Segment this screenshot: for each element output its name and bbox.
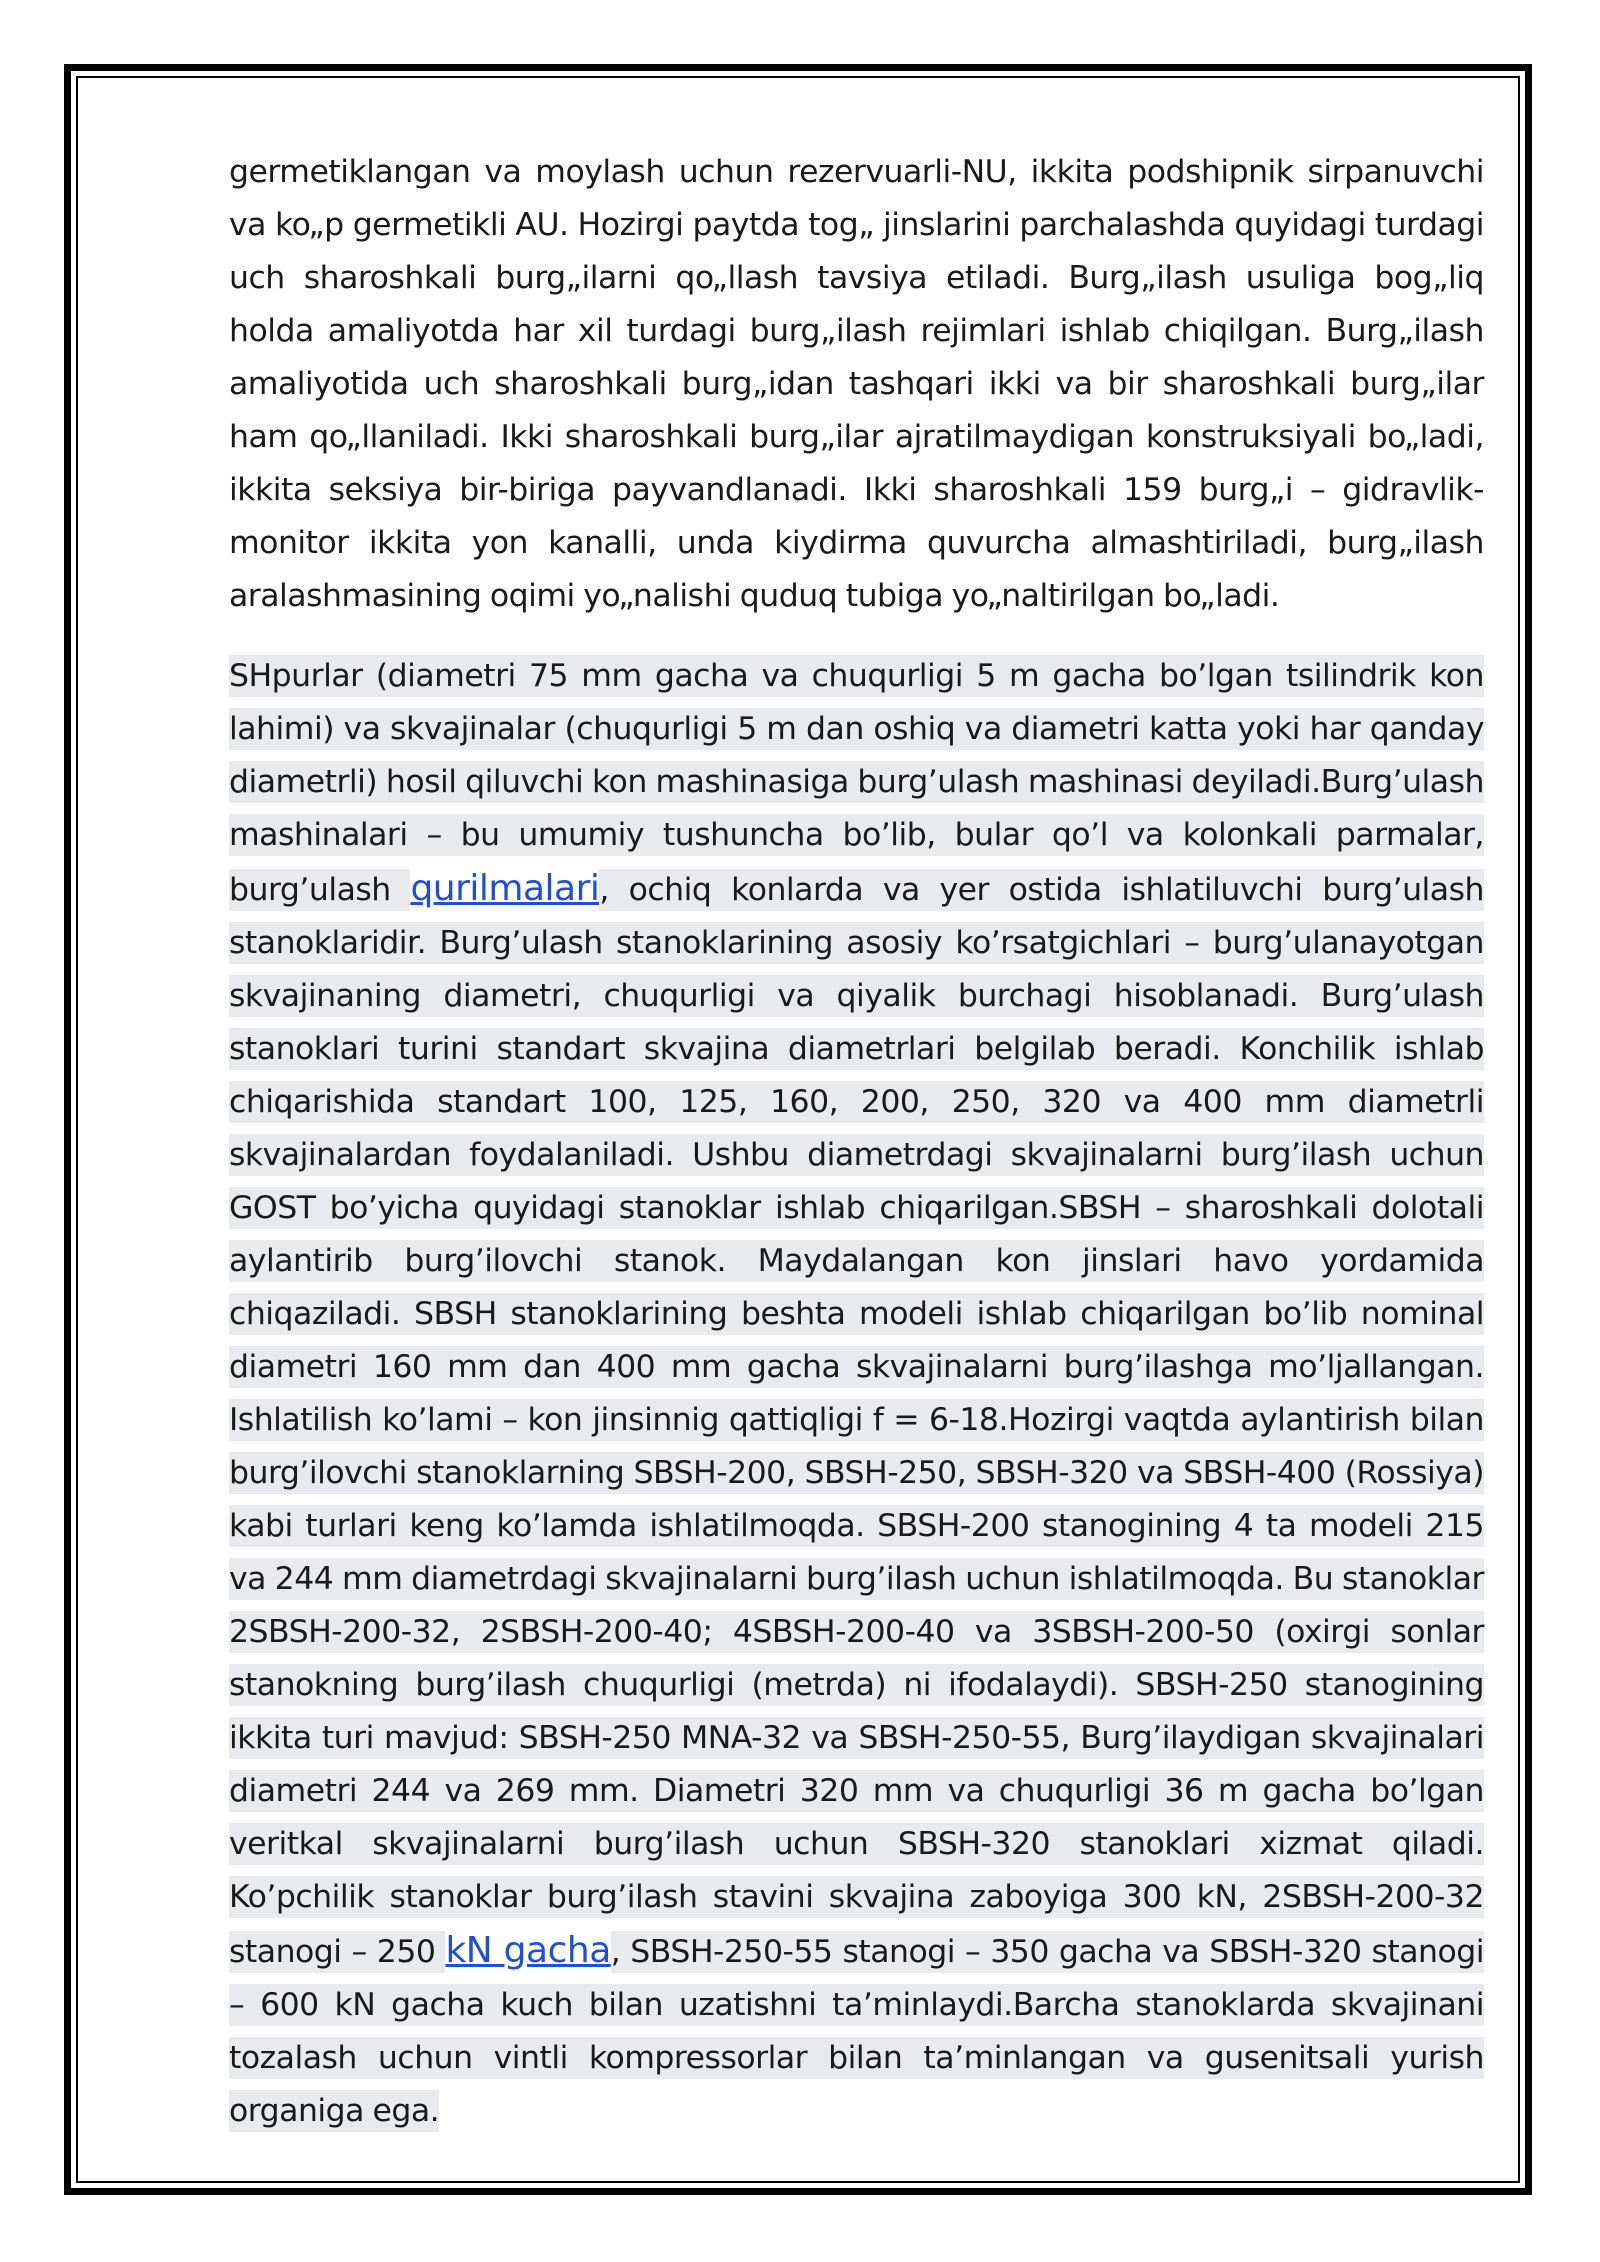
paragraph-drill-bits: germetiklangan va moylash uchun rezervuarli-NU, ikkita podshipnik sirpanuvchi va ko„p germetikli AU. Hozirgi paytda tog„ jinslarini parchalashda quyidagi turdagi uch sharoshkali burg„ilarni qo„llash tavsiya etiladi. Burg„ilash usuliga bog„liq holda amaliyotda har xil turdagi burg„ilash rejimlari ishlab chiqilgan. Burg„ilash amaliyotida uch sharoshkali burg„idan tashqari ikki va bir sharoshkali burg„ilar ham qo„llaniladi. Ikki sharoshkali burg„ilar ajratilmaydigan konstruksiyali bo„ladi, ikkita seksiya bir-biriga payvandlanadi. Ikki sharoshkali 159 burg„i – gidravlik-monitor ikkita yon kanalli, unda kiydirma quvurcha almashtiriladi, burg„ilash aralashmasining oqimi yo„nalishi quduq tubiga yo„naltirilgan bo„ladi. xyxy=(229,154,1484,614)
paragraph-drilling-machines xyxy=(229,650,1484,2138)
document-body xyxy=(229,146,1484,2138)
link-qurilmalari[interactable]: qurilmalari xyxy=(410,868,600,909)
link-kn-gacha[interactable]: kN gacha xyxy=(445,1930,611,1971)
paragraph-text-part3: , SBSH-250-55 stanogi – 350 gacha va SBSH-320 stanogi – 600 kN gacha kuch bilan uzatishni ta’minlaydi.Barcha stanoklarda skvajinani tozalash uchun vintli kompressorlar bilan ta’minlangan va gusenitsali yurish organiga ega. xyxy=(229,1931,1484,2132)
paragraph-text-part1: SHpurlar (diametri 75 mm gacha va chuqurligi 5 m gacha bo’lgan tsilindrik kon lahimi) va skvajinalar (chuqurligi 5 m dan oshiq va diametri katta yoki har qanday diametrli) hosil qiluvchi kon mashinasiga burg’ulash mashinasi deyiladi.Burg’ulash mashinalari – bu umumiy tushuncha bo’lib, bular qo’l va kolonkali parmalar, burg’ulash xyxy=(229,655,1484,911)
paragraph-text-part2: , ochiq konlarda va yer ostida ishlatiluvchi burg’ulash stanoklaridir. Burg’ulash stanoklarining asosiy ko’rsatgichlari – burg’ulanayotgan skvajinaning diametri, chuqurligi va qiyalik burchagi hisoblanadi. Burg’ulash stanoklari turini standart skvajina diametrlari belgilab beradi. Konchilik ishlab chiqarishida standart 100, 125, 160, 200, 250, 320 va 400 mm diametrli skvajinalardan foydalaniladi. Ushbu diametrdagi skvajinalarni burg’ilash uchun GOST bo’yicha quyidagi stanoklar ishlab chiqarilgan.SBSH – sharoshkali dolotali aylantirib burg’ilovchi stanok. Maydalangan kon jinslari havo yordamida chiqaziladi. SBSH stanoklarining beshta modeli ishlab chiqarilgan bo’lib nominal diametri 160 mm dan 400 mm gacha skvajinalarni burg’ilashga mo’ljallangan. Ishlatilish ko’lami – kon jinsinnig qattiqligi f = 6-18.Hozirgi vaqtda aylantirish bilan burg’ilovchi stanoklarning SBSH-200, SBSH-250, SBSH-320 va SBSH-400 (Rossiya) kabi turlari keng ko’lamda ishlatilmoqda. SBSH-200 stanogining 4 ta modeli 215 va 244 mm diametrdagi skvajinalarni burg’ilash uchun ishlatilmoqda. Bu stanoklar 2SBSH-200-32, 2SBSH-200-40; 4SBSH-200-40 va 3SBSH-200-50 (oxirgi sonlar stanokning burg’ilash chuqurligi (metrda) ni ifodalaydi). SBSH-250 stanogining ikkita turi mavjud: SBSH-250 MNA-32 va SBSH-250-55, Burg’ilaydigan skvajinalari diametri 244 va 269 mm. Diametri 320 mm va chuqurligi 36 m gacha bo’lgan veritkal skvajinalarni burg’ilash uchun SBSH-320 stanoklari xizmat qiladi. Ko’pchilik stanoklar burg’ilash stavini skvajina zaboyiga 300 kN, 2SBSH-200-32 stanogi – 250 xyxy=(229,869,1484,1973)
